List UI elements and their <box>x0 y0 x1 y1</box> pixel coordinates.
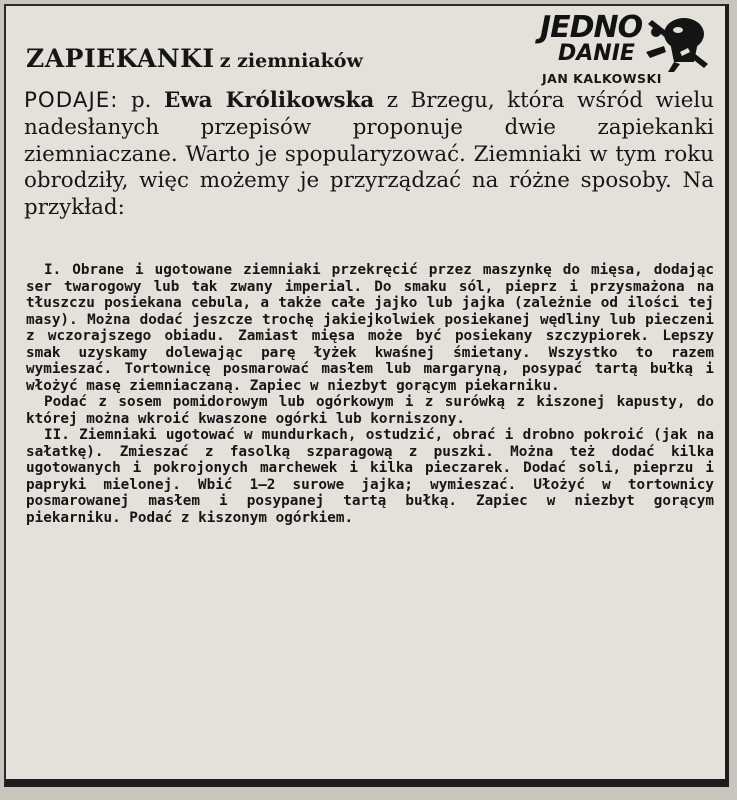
logo-line1: JEDNO <box>540 10 643 45</box>
author-name: Ewa Królikowska <box>163 88 375 113</box>
intro-paragraph <box>24 88 714 222</box>
title-rest: z ziemniaków <box>219 50 363 72</box>
recipe-body <box>26 262 714 526</box>
chef-hat-icon <box>644 12 716 74</box>
title-main: ZAPIEKANKI <box>26 44 215 73</box>
intro-text: z Brzegu, która wśród wielu nadesłanych przepisów proponuje dwie zapiekanki ziemniaczane. Warto je spopularyzować. Ziemniaki w tym roku obrodziły, więc możemy je przyrządzać na różne sposoby. Na przykład: <box>24 88 714 221</box>
logo-line2: DANIE <box>558 41 635 66</box>
logo-author: JAN KALKOWSKI <box>542 71 662 86</box>
article-title <box>26 46 363 71</box>
newspaper-clipping <box>4 4 729 787</box>
recipe-two: II. Ziemniaki ugotować w mundurkach, ostudzić, obrać i drobno pokroić (jak na sałatkę). Zmieszać z fasolką szparagową z puszki. Można też dodać kilka ugotowanych i pokrojonych marchewek i kilka pieczarek. Dodać soli, pieprzu i papryki mielonej. Wbić 1—2 surowe jajka; wymieszać. Ułożyć w tortownicy posmarowanej masłem i posypanej tartą bułką. Zapiec w niezbyt gorącym piekarniku. Podać z kiszonym ogórkiem. <box>26 427 714 526</box>
intro-lead: PODAJE: <box>24 88 119 113</box>
recipe-one: I. Obrane i ugotowane ziemniaki przekręcić przez maszynkę do mięsa, dodając ser twarogowy lub tak zwany imperial. Do smaku sól, pieprz i przysmażona na tłuszczu posiekana cebula, a także całe jajko lub jajka (zależnie od ilości tej masy). Można dodać jeszcze trochę jakiejkolwiek posiekanej wędliny lub pieczeni z wczorajszego obiadu. Zamiast mięsa może być posiekany szczypiorek. Lepszy smak uzyskamy dolewając parę łyżek kwaśnej śmietany. Wszystko to razem wymieszać. Tortownicę posmarować masłem lub margaryną, posypać tartą bułką i włożyć masę ziemniaczaną. Zapiec w niezbyt gorącym piekarniku. <box>26 262 714 394</box>
column-logo <box>536 10 722 92</box>
intro-pre-name: p. <box>130 88 152 113</box>
serving-suggestion: Podać z sosem pomidorowym lub ogórkowym i z surówką z kiszonej kapusty, do której można wkroić kwaszone ogórki lub korniszony. <box>26 394 714 427</box>
